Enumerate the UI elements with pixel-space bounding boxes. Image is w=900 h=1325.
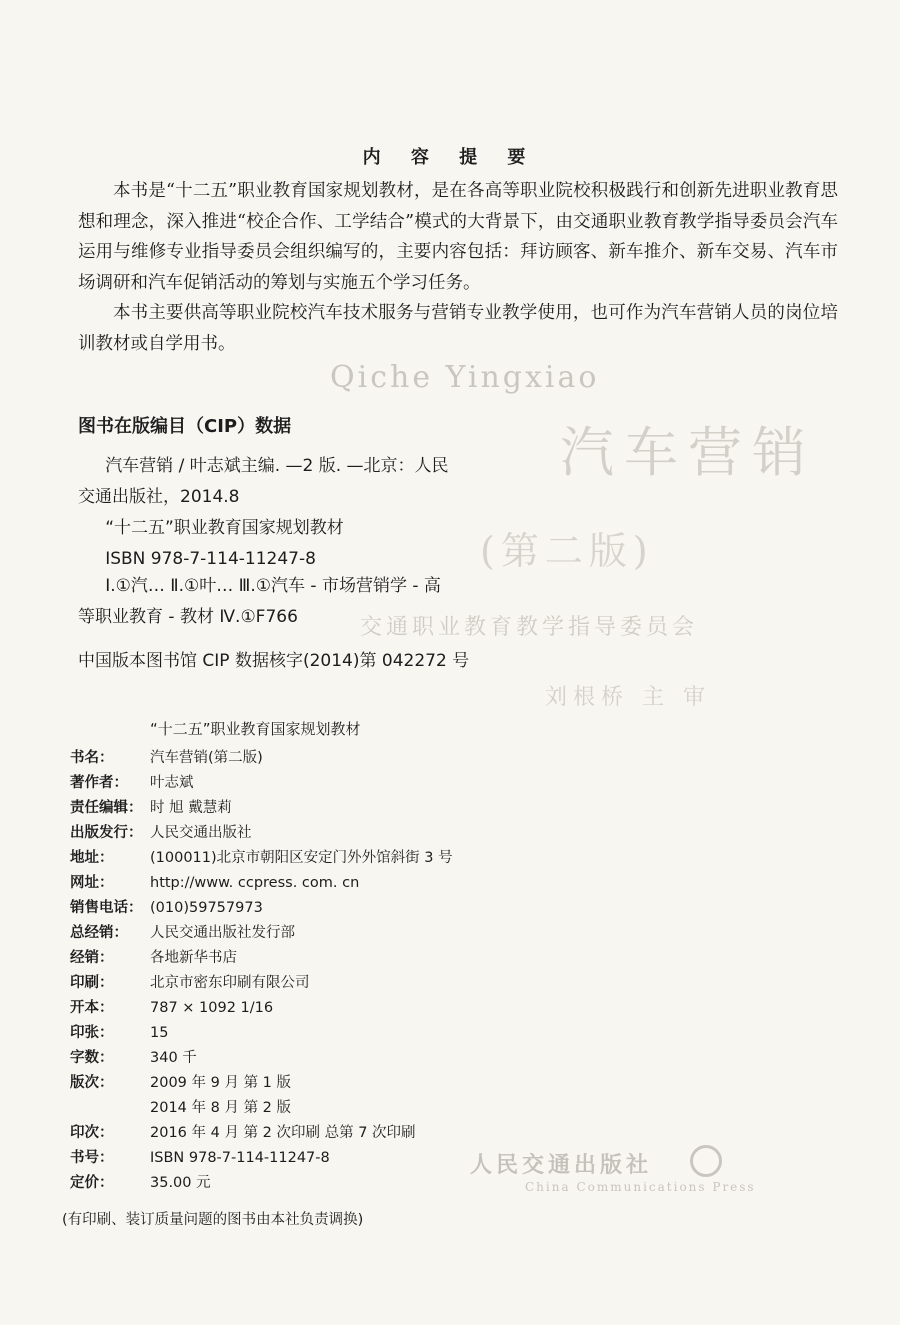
info-value: 人民交通出版社 bbox=[150, 825, 252, 841]
info-row bbox=[70, 1121, 790, 1146]
show-through-publisher: 人民交通出版社 bbox=[470, 1152, 653, 1178]
show-through-pinyin: Qiche Yingxiao bbox=[330, 360, 600, 395]
content-summary bbox=[78, 176, 838, 359]
info-label: 字数： bbox=[70, 1050, 114, 1066]
info-value: 787 × 1092 1/16 bbox=[150, 1000, 274, 1016]
info-value: 人民交通出版社发行部 bbox=[150, 925, 295, 941]
summary-paragraph: 本书是“十二五”职业教育国家规划教材，是在各高等职业院校积极践行和创新先进职业教育思想和理念，深入推进“校企合作、工学结合”模式的大背景下，由交通职业教育教学指导委员会汽车运用与维修专业指导委员会组织编写的，主要内容包括：拜访顾客、新车推介、新车交易、汽车市场调研和汽车促销活动的筹划与实施五个学习任务。 bbox=[78, 181, 838, 293]
info-label: 责任编辑： bbox=[70, 800, 143, 816]
page-title: 内 容 提 要 bbox=[362, 147, 538, 168]
info-value: 汽车营销(第二版) bbox=[150, 750, 263, 766]
show-through-title: 汽车营销 bbox=[560, 421, 816, 484]
cip-record-main bbox=[78, 451, 598, 575]
info-row bbox=[70, 821, 790, 846]
cip-line: 汽车营销 / 叶志斌主编. —2 版. —北京：人民 bbox=[105, 456, 449, 476]
cip-heading: 图书在版编目（CIP）数据 bbox=[78, 416, 292, 437]
info-value: 2014 年 8 月 第 2 版 bbox=[150, 1100, 292, 1116]
info-value: ISBN 978-7-114-11247-8 bbox=[150, 1150, 330, 1166]
info-row bbox=[70, 1096, 790, 1121]
info-row bbox=[70, 771, 790, 796]
info-label: 网址： bbox=[70, 875, 114, 891]
info-row bbox=[70, 846, 790, 871]
info-row bbox=[70, 946, 790, 971]
info-row bbox=[70, 1071, 790, 1096]
info-label: 印刷： bbox=[70, 975, 114, 991]
info-value: (010)59757973 bbox=[150, 900, 263, 916]
info-label: 经销： bbox=[70, 950, 114, 966]
cip-line: 等职业教育 - 教材 Ⅳ.①F766 bbox=[78, 607, 298, 627]
cip-line: ISBN 978-7-114-11247-8 bbox=[105, 549, 316, 569]
show-through-edition: (第二版) bbox=[480, 529, 654, 573]
info-label: 书名： bbox=[70, 750, 114, 766]
info-row bbox=[70, 921, 790, 946]
info-row bbox=[70, 1021, 790, 1046]
info-row bbox=[70, 971, 790, 996]
info-value: (100011)北京市朝阳区安定门外外馆斜街 3 号 bbox=[150, 850, 453, 866]
series-line: “十二五”职业教育国家规划教材 bbox=[150, 720, 361, 738]
cip-line: 中国版本图书馆 CIP 数据核字(2014)第 042272 号 bbox=[78, 651, 470, 671]
cip-line: “十二五”职业教育国家规划教材 bbox=[105, 518, 344, 538]
cip-line: Ⅰ.①汽… Ⅱ.①叶… Ⅲ.①汽车 - 市场营销学 - 高 bbox=[105, 576, 441, 596]
show-through-committee: 交通职业教育教学指导委员会 bbox=[360, 615, 699, 640]
cip-line: 交通出版社，2014.8 bbox=[78, 487, 240, 507]
show-through-authors: 刘根桥 主 审 bbox=[545, 685, 711, 710]
info-label: 地址： bbox=[70, 850, 114, 866]
info-row bbox=[70, 871, 790, 896]
info-row bbox=[70, 746, 790, 771]
info-label: 印次： bbox=[70, 1125, 114, 1141]
info-label: 定价： bbox=[70, 1175, 114, 1191]
quality-footnote: (有印刷、装订质量问题的图书由本社负责调换) bbox=[62, 1212, 364, 1228]
info-label: 开本： bbox=[70, 1000, 114, 1016]
info-label: 出版发行： bbox=[70, 825, 143, 841]
info-value: 北京市密东印刷有限公司 bbox=[150, 975, 310, 991]
info-value: http://www. ccpress. com. cn bbox=[150, 875, 360, 891]
publication-info bbox=[70, 746, 790, 1196]
info-value: 各地新华书店 bbox=[150, 950, 237, 966]
summary-paragraph: 本书主要供高等职业院校汽车技术服务与营销专业教学使用，也可作为汽车营销人员的岗位培训教材或自学用书。 bbox=[78, 303, 838, 354]
info-row bbox=[70, 1046, 790, 1071]
info-value: 时 旭 戴慧莉 bbox=[150, 800, 232, 816]
info-label: 书号： bbox=[70, 1150, 114, 1166]
cip-record-number bbox=[78, 646, 598, 677]
info-row bbox=[70, 796, 790, 821]
info-row bbox=[70, 896, 790, 921]
info-value: 2016 年 4 月 第 2 次印刷 总第 7 次印刷 bbox=[150, 1125, 416, 1141]
show-through-publisher-en: China Communications Press bbox=[525, 1180, 756, 1194]
info-row bbox=[70, 1171, 790, 1196]
info-row bbox=[70, 1146, 790, 1171]
info-value: 2009 年 9 月 第 1 版 bbox=[150, 1075, 292, 1091]
info-value: 叶志斌 bbox=[150, 775, 194, 791]
info-label: 印张： bbox=[70, 1025, 114, 1041]
info-value: 35.00 元 bbox=[150, 1175, 211, 1191]
info-label: 总经销： bbox=[70, 925, 128, 941]
info-value: 15 bbox=[150, 1025, 169, 1041]
info-label: 版次： bbox=[70, 1075, 114, 1091]
cip-record-subjects bbox=[78, 571, 598, 633]
info-label: 著作者： bbox=[70, 775, 128, 791]
info-row bbox=[70, 996, 790, 1021]
info-label bbox=[70, 1096, 148, 1121]
info-value: 340 千 bbox=[150, 1050, 197, 1066]
info-label: 销售电话： bbox=[70, 900, 143, 916]
